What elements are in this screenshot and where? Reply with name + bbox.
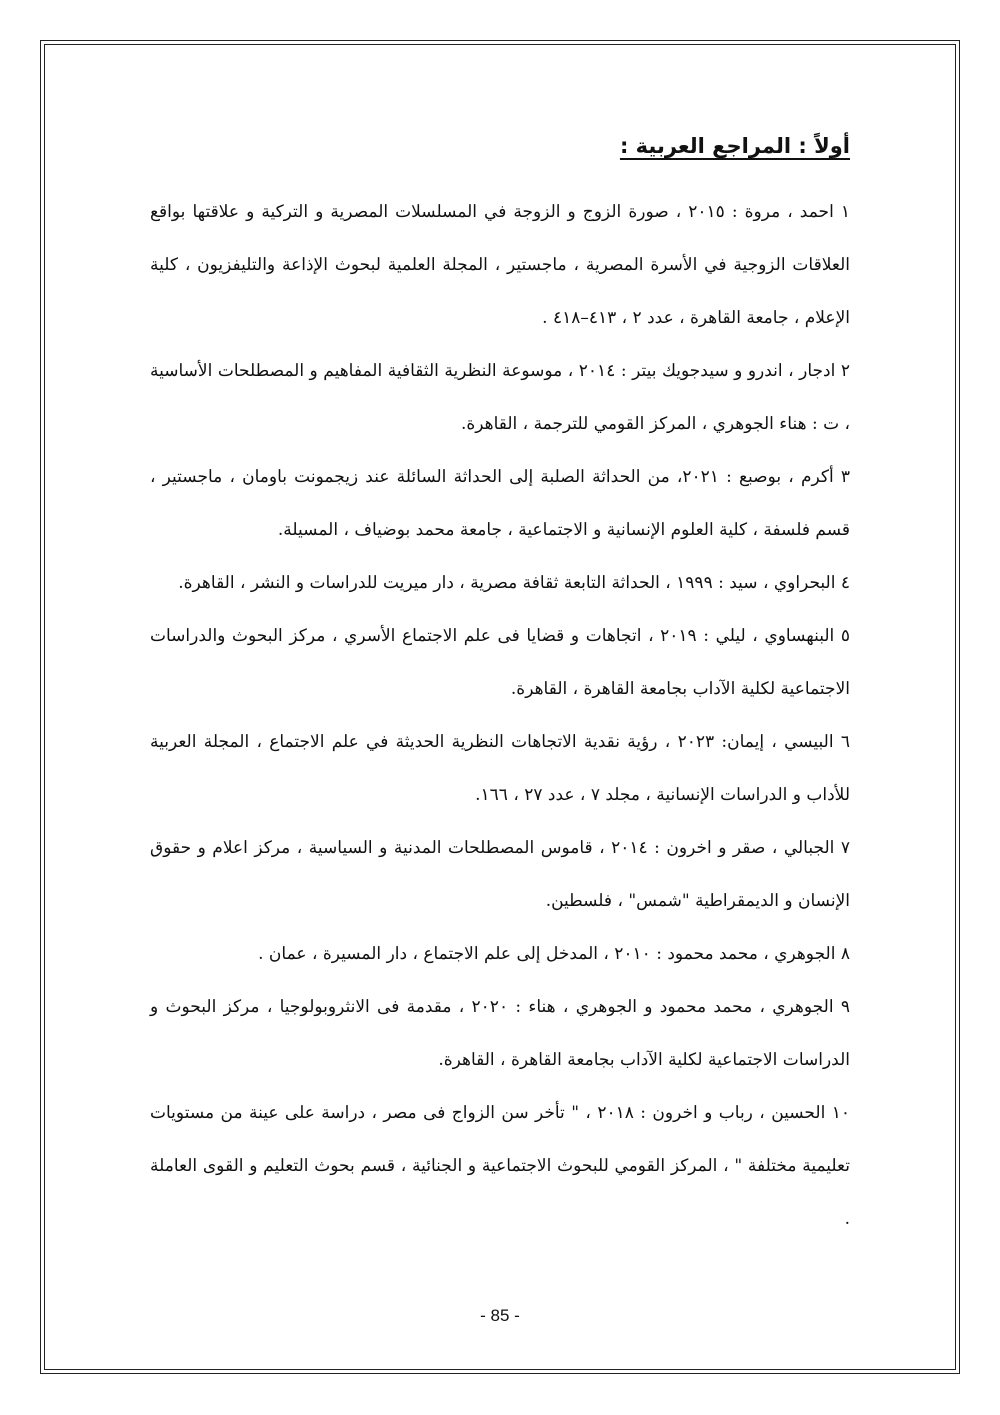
reference-item: ٩ الجوهري ، محمد محمود و الجوهري ، هناء : ٢٠٢٠ ، مقدمة فى الانثروبولوجيا ، مركز البحوث و الدراسات الاجتماعية لكلية الآداب بجامعة القاهرة ، القاهرة. xyxy=(150,997,850,1070)
reference-item: ١٠ الحسين ، رباب و اخرون : ٢٠١٨ ، " تأخر سن الزواج فى مصر ، دراسة على عينة من مستويات تعليمية مختلفة " ، المركز القومي للبحوث الاجتماعية و الجنائية ، قسم بحوث التعليم و القوى العاملة . xyxy=(150,1103,850,1229)
reference-item: ٣ أكرم ، بوصبع : ٢٠٢١، من الحداثة الصلبة إلى الحداثة السائلة عند زيجمونت باومان ، ماجستير ، قسم فلسفة ، كلية العلوم الإنسانية و الاجتماعية ، جامعة محمد بوضياف ، المسيلة. xyxy=(150,467,850,540)
reference-item: ٦ البيسي ، إيمان: ٢٠٢٣ ، رؤية نقدية الاتجاهات النظرية الحديثة في علم الاجتماع ، المجلة العربية للأداب و الدراسات الإنسانية ، مجلد ٧ ، عدد ٢٧ ، ١٦٦. xyxy=(150,732,850,805)
reference-item: ١ احمد ، مروة : ٢٠١٥ ، صورة الزوج و الزوجة في المسلسلات المصرية و التركية و علاقتها بواقع العلاقات الزوجية في الأسرة المصرية ، ماجستير ، المجلة العلمية لبحوث الإذاعة والتليفزيون ، كلية الإعلام ، جامعة القاهرة ، عدد ٢ ، ٤١٣–٤١٨ . xyxy=(150,202,850,328)
reference-item: ٤ البحراوي ، سيد : ١٩٩٩ ، الحداثة التابعة ثقافة مصرية ، دار ميريت للدراسات و النشر ، القاهرة. xyxy=(178,573,850,593)
reference-item: ٢ ادجار ، اندرو و سيدجويك بيتر : ٢٠١٤ ، موسوعة النظرية الثقافية المفاهيم و المصطلحات الأساسية ، ت : هناء الجوهري ، المركز القومي للترجمة ، القاهرة. xyxy=(150,361,850,434)
reference-item: ٥ البنهساوي ، ليلي : ٢٠١٩ ، اتجاهات و قضايا فى علم الاجتماع الأسري ، مركز البحوث والدراسات الاجتماعية لكلية الآداب بجامعة القاهرة ، القاهرة. xyxy=(150,626,850,699)
references-content xyxy=(150,128,850,1246)
page-number: - 85 - xyxy=(480,1306,520,1325)
section-title: أولاً : المراجع العربية : xyxy=(619,134,850,158)
reference-item: ٨ الجوهري ، محمد محمود : ٢٠١٠ ، المدخل إلى علم الاجتماع ، دار المسيرة ، عمان . xyxy=(258,944,850,964)
reference-item: ٧ الجبالي ، صقر و اخرون : ٢٠١٤ ، قاموس المصطلحات المدنية و السياسية ، مركز اعلام و حقوق الإنسان و الديمقراطية "شمس" ، فلسطين. xyxy=(150,838,850,911)
